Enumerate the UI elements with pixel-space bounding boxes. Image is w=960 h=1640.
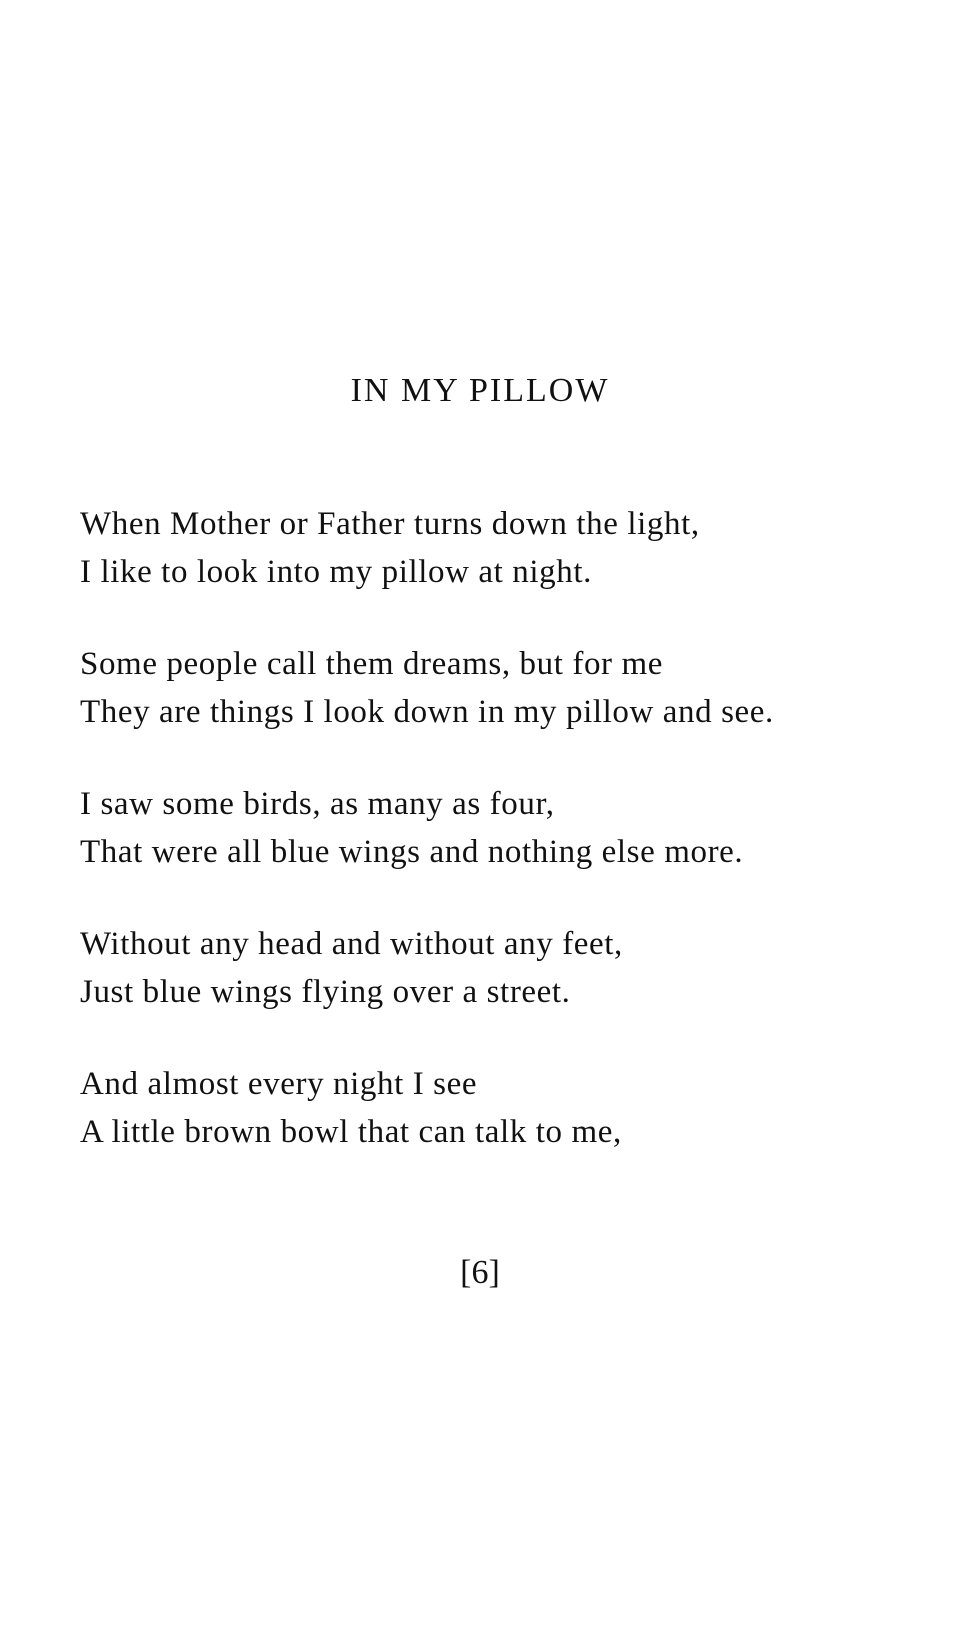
poem-line: When Mother or Father turns down the light,	[80, 506, 700, 542]
stanza-1	[80, 500, 940, 596]
poem-line: That were all blue wings and nothing else more.	[80, 834, 744, 870]
poem-line: Without any head and without any feet,	[80, 926, 623, 962]
poem-line: I saw some birds, as many as four,	[80, 786, 555, 822]
stanza-4	[80, 920, 940, 1016]
poem-body	[80, 500, 940, 1200]
poem-line: Some people call them dreams, but for me	[80, 646, 664, 682]
stanza-3	[80, 780, 940, 876]
poem-line: A little brown bowl that can talk to me,	[80, 1114, 622, 1150]
stanza-5	[80, 1060, 940, 1156]
poem-line: Just blue wings flying over a street.	[80, 974, 571, 1010]
poem-title: IN MY PILLOW	[350, 372, 610, 409]
page-number: [6]	[460, 1254, 500, 1291]
poem-line: They are things I look down in my pillow and see.	[80, 694, 774, 730]
poem-line: I like to look into my pillow at night.	[80, 554, 592, 590]
poem-line: And almost every night I see	[80, 1066, 478, 1102]
stanza-2	[80, 640, 940, 736]
